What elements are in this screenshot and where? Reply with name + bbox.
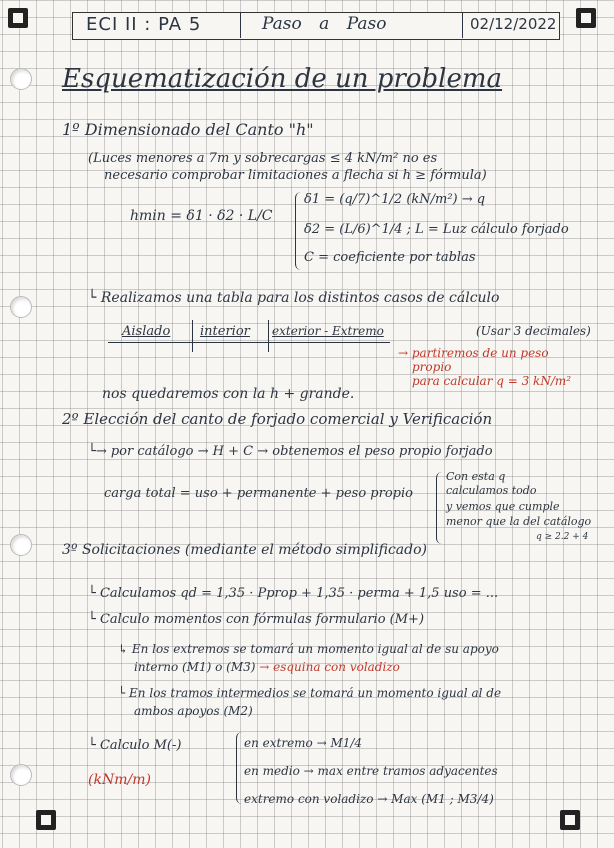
moment-extreme: en extremo → M1/4 [244, 736, 363, 750]
corner-marker-icon [576, 8, 596, 28]
delta-2-formula: δ2 = (L/6)^1/4 ; L = Luz cálculo forjado [304, 222, 569, 237]
red-note-3: para calcular q = 3 kN/m² [412, 374, 572, 388]
corner-marker-icon [8, 8, 28, 28]
side-note-4: menor que la del catálogo [446, 515, 592, 528]
table-intro: └ Realizamos una tabla para los distintos casos de cálculo [88, 290, 500, 306]
corner-marker-icon [560, 810, 580, 830]
table-col-interior: interior [200, 324, 250, 339]
section-3-heading: 3º Solicitaciones (mediante el método simplificado) [62, 542, 427, 558]
moment-cantilever: extremo con voladizo → Max (M1 ; M3/4) [244, 792, 494, 806]
delta-1-formula: δ1 = (q/7)^1/2 (kN/m²) → q [304, 192, 486, 207]
red-note-2: propio [412, 360, 452, 374]
section-1-heading: 1º Dimensionado del Canto "h" [62, 120, 314, 139]
red-note-1: → partiremos de un peso [398, 346, 549, 360]
header-subtitle: Paso a Paso [262, 14, 387, 34]
moment-middle: en medio → max entre tramos adyacentes [244, 764, 498, 778]
side-brace [436, 472, 443, 544]
c-coefficient: C = coeficiente por tablas [304, 250, 476, 265]
moment-unit: (kNm/m) [88, 772, 151, 788]
moments-calc: └ Calculo momentos con fórmulas formulario (M+) [88, 612, 425, 627]
side-note-1: Con esta q [446, 470, 506, 483]
hmin-formula: hmin = δ1 · δ2 · L/C [130, 208, 273, 224]
catalog-line: └→ por catálogo → H + C → obtenemos el peso propio forjado [88, 444, 493, 459]
section-2-heading: 2º Elección del canto de forjado comercial y Verificación [62, 410, 493, 428]
total-load: carga total = uso + permanente + peso propio [104, 486, 413, 501]
bullet-2-line-2: ambos apoyos (M2) [134, 704, 253, 718]
formula-brace [295, 192, 304, 270]
course-label: ECI II : PA 5 [86, 14, 202, 35]
binder-hole-icon [10, 68, 32, 90]
table-col-aislado: Aislado [122, 324, 171, 339]
page-title: Esquematización de un problema [62, 64, 503, 94]
binder-hole-icon [10, 764, 32, 786]
corner-marker-icon [36, 810, 56, 830]
side-note-5: q ≥ 2.2 + 4 [536, 532, 589, 542]
header-date: 02/12/2022 [470, 15, 557, 33]
decimals-note: (Usar 3 decimales) [476, 324, 591, 338]
cantilever-red-note: → esquina con voladizo [259, 660, 400, 674]
bullet-2-line-1: └ En los tramos intermedios se tomará un momento igual al de [118, 686, 502, 700]
table-col-exterior: exterior - Extremo [272, 324, 384, 338]
binder-hole-icon [10, 534, 32, 556]
side-note-2: calculamos todo [446, 484, 537, 497]
negative-moment-calc: └ Calculo M(-) [88, 738, 182, 753]
section-1-note-2: necesario comprobar limitaciones a flecha si h ≥ fórmula) [104, 168, 487, 183]
moment-brace [236, 732, 243, 804]
section-1-result: nos quedaremos con la h + grande. [102, 386, 355, 402]
bullet-1-line-1: ↳ En los extremos se tomará un momento igual al de su apoyo [118, 642, 499, 656]
qd-calc: └ Calculamos qd = 1,35 · Pprop + 1,35 · perma + 1,5 uso = ... [88, 586, 499, 601]
section-1-note-1: (Luces menores a 7m y sobrecargas ≤ 4 kN/m² no es [88, 151, 438, 166]
side-note-3: y vemos que cumple [446, 500, 560, 513]
binder-hole-icon [10, 296, 32, 318]
bullet-1-line-2: interno (M1) o (M3) → esquina con voladizo [134, 660, 400, 674]
